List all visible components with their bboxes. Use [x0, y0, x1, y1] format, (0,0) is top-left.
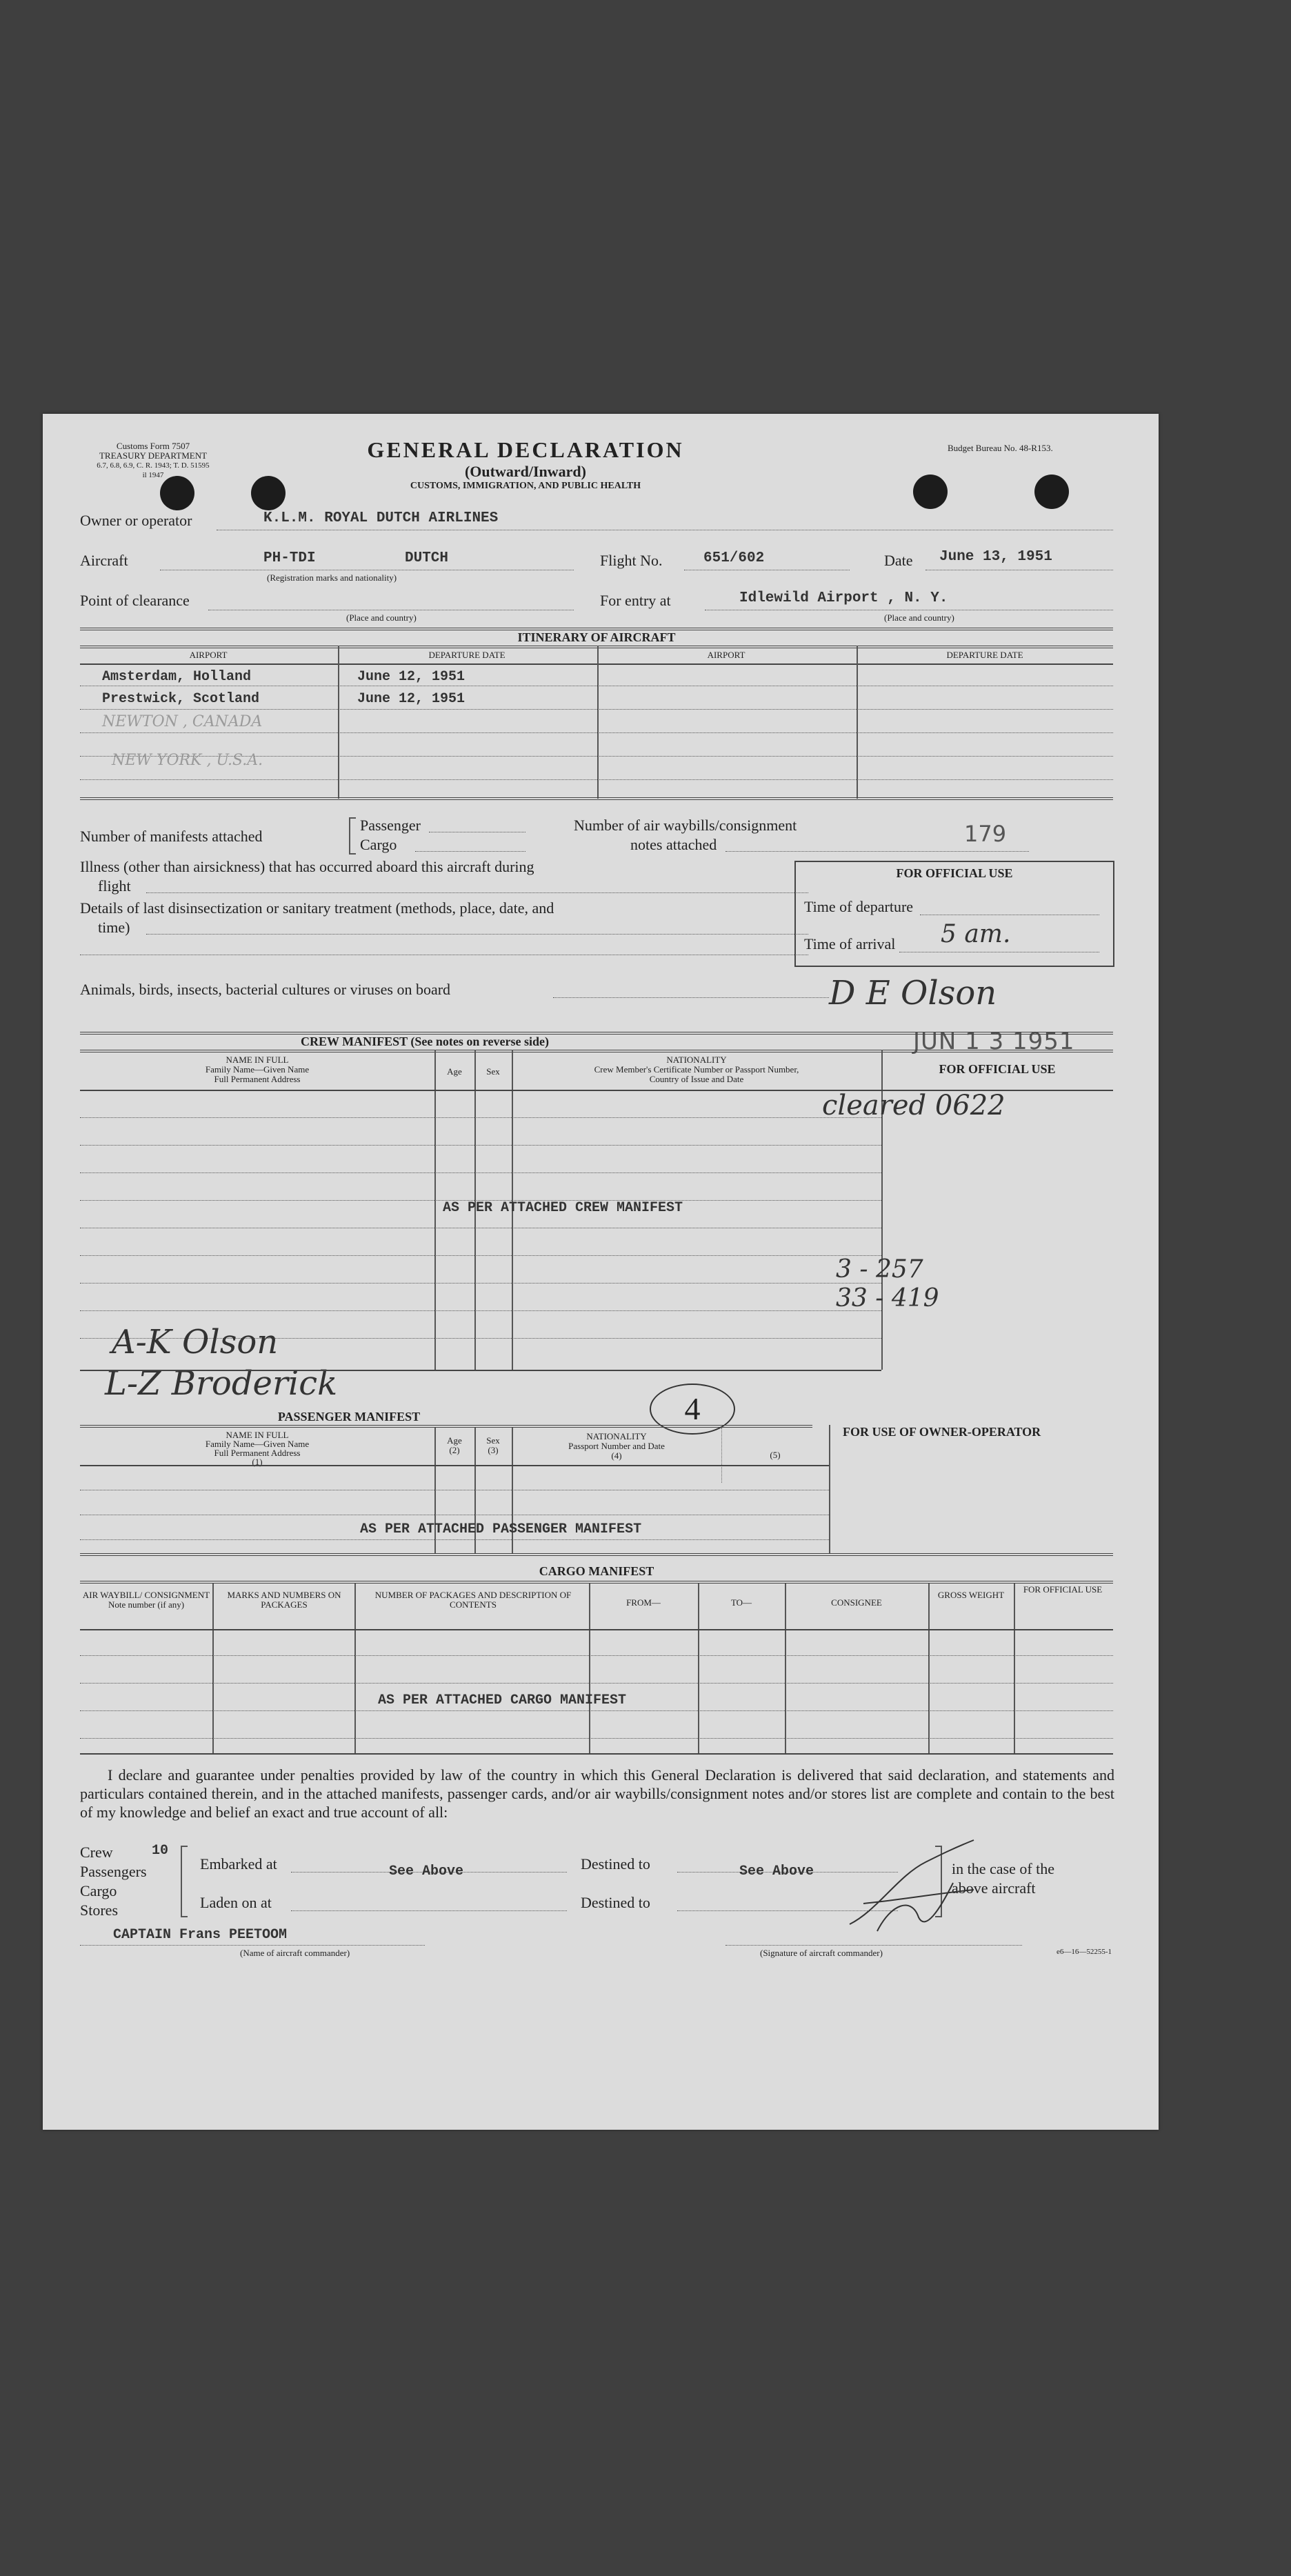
itinerary-header-date: DEPARTURE DATE — [428, 650, 506, 660]
circled-count: 4 — [650, 1384, 735, 1435]
illness-label: Illness (other than airsickness) that has occurred aboard this aircraft during — [80, 858, 534, 875]
above-aircraft-label: above aircraft — [952, 1879, 1036, 1897]
print-code: e6—16—52255-1 — [1057, 1948, 1112, 1956]
declaration-stores-label: Stores — [80, 1901, 118, 1919]
embarked-label: Embarked at — [200, 1855, 277, 1873]
crew-header-official: FOR OFFICIAL USE — [939, 1062, 1056, 1076]
itinerary-header-date-2: DEPARTURE DATE — [946, 650, 1023, 660]
passenger-header-sex — [474, 1436, 512, 1455]
crew-header-nat-3: Country of Issue and Date — [649, 1074, 744, 1084]
manifests-cargo: Cargo — [360, 836, 397, 853]
passenger-header-nat-number: (4) — [611, 1450, 622, 1461]
cargo-header-weight: GROSS WEIGHT — [937, 1590, 1005, 1600]
destined-value: See Above — [739, 1864, 814, 1879]
punch-hole — [1034, 475, 1069, 509]
declaration-form — [43, 414, 1159, 2130]
customs-form-number: Customs Form 7507 — [116, 441, 190, 451]
declaration-counts — [80, 1843, 147, 1920]
cargo-manifest-title: CARGO MANIFEST — [539, 1564, 654, 1578]
manifests-passenger: Passenger — [360, 817, 421, 834]
passenger-header-name — [80, 1430, 434, 1466]
passenger-header-name-4: (1) — [252, 1457, 263, 1467]
owner-label: Owner or operator — [80, 512, 192, 529]
waybills-label-2: notes attached — [630, 836, 717, 853]
crew-official-number-2: 33 - 419 — [836, 1284, 939, 1312]
crew-official-number-1: 3 - 257 — [836, 1255, 923, 1284]
cargo-header-to: TO— — [730, 1597, 752, 1608]
manifests-bracket — [349, 817, 356, 855]
passenger-header-name-1: NAME IN FULL — [226, 1430, 289, 1440]
embarked-value: See Above — [389, 1864, 464, 1879]
crew-header-name — [80, 1055, 434, 1084]
page-subtitle: (Outward/Inward) — [464, 463, 586, 480]
official-arrival-label: Time of arrival — [804, 935, 896, 952]
waybills-label-1: Number of air waybills/consignment — [574, 817, 797, 834]
punch-hole — [160, 476, 194, 510]
official-use-title: FOR OFFICIAL USE — [896, 866, 1013, 880]
clearance-label: Point of clearance — [80, 592, 190, 609]
date-value: June 13, 1951 — [939, 549, 1052, 565]
passenger-header-nationality — [512, 1432, 721, 1461]
passenger-header-sex-number: (3) — [488, 1445, 499, 1455]
passenger-header-age-number: (2) — [449, 1445, 460, 1455]
flight-label: Flight No. — [600, 552, 663, 569]
date-stamp: JUN 1 3 1951 — [913, 1028, 1075, 1055]
handwritten-itinerary-1: NEWTON , CANADA — [102, 713, 263, 730]
page-title: GENERAL DECLARATION — [367, 437, 684, 462]
laden-label: Laden on at — [200, 1894, 272, 1911]
crew-manifest-title: CREW MANIFEST (See notes on reverse side) — [301, 1035, 549, 1048]
agencies: CUSTOMS, IMMIGRATION, AND PUBLIC HEALTH — [410, 481, 641, 491]
form-id-block — [70, 441, 236, 480]
itinerary-airport-1: Amsterdam, Holland — [102, 669, 252, 685]
department-name: TREASURY DEPARTMENT — [99, 450, 208, 461]
declaration-passengers-label: Passengers — [80, 1863, 147, 1880]
official-signature: D E Olson — [829, 974, 997, 1012]
passenger-header-sex-label: Sex — [486, 1435, 500, 1446]
entry-label: For entry at — [600, 592, 671, 609]
budget-bureau: Budget Bureau No. 48-R153. — [948, 443, 1053, 453]
commander-name: CAPTAIN Frans PEETOOM — [113, 1927, 288, 1943]
passenger-header-age-label: Age — [447, 1435, 462, 1446]
crew-header-age: Age — [447, 1066, 462, 1077]
declaration-text: I declare and guarantee under penalties provided by law of the country in which this General Declaration is delivered that said declaration, and statements and particulars contained therein, and in the attached manifests, passenger cards, and/or air waybills/consignment notes and/or stores list are complete and contain to the best of my knowledge and belief an exact and true account of all: — [80, 1766, 1114, 1821]
punch-hole — [913, 475, 948, 509]
disinsect-label: Details of last disinsectization or sanitary treatment (methods, place, date, and — [80, 899, 554, 917]
itinerary-title: ITINERARY OF AIRCRAFT — [517, 630, 676, 644]
declaration-bracket — [181, 1846, 188, 1917]
waybills-count: 179 — [964, 821, 1007, 847]
aircraft-sublabel: (Registration marks and nationality) — [267, 572, 397, 583]
in-case-label: in the case of the — [952, 1860, 1055, 1877]
entry-value: Idlewild Airport , N. Y. — [739, 590, 948, 606]
cargo-header-from: FROM— — [626, 1597, 661, 1608]
crew-official-note: cleared 0622 — [822, 1090, 1005, 1121]
commander-signature — [836, 1835, 1001, 1938]
form-edition: il 1947 — [142, 471, 164, 479]
cargo-header-waybill: AIR WAYBILL/ CONSIGNMENT Note number (if any) — [82, 1590, 210, 1610]
crew-header-nationality — [512, 1055, 881, 1084]
crew-manifest-note: AS PER ATTACHED CREW MANIFEST — [443, 1200, 683, 1216]
passenger-header-col5: (5) — [770, 1450, 781, 1460]
crew-header-name-3: Full Permanent Address — [214, 1074, 301, 1084]
passenger-header-age — [434, 1436, 474, 1455]
itinerary-date-2: June 12, 1951 — [357, 691, 466, 707]
entry-sublabel: (Place and country) — [884, 612, 954, 623]
flight-number: 651/602 — [703, 550, 765, 566]
animals-label: Animals, birds, insects, bacterial cultures or viruses on board — [80, 981, 451, 998]
itinerary-date-1: June 12, 1951 — [357, 669, 466, 685]
punch-hole — [251, 476, 286, 510]
declaration-crew-count: 10 — [152, 1843, 169, 1859]
passenger-header-name-3: Full Permanent Address — [214, 1448, 301, 1458]
cargo-header-official: FOR OFFICIAL USE — [1023, 1584, 1103, 1595]
crew-handwritten-range-1: A-K Olson — [112, 1323, 279, 1361]
regulations: 6.7, 6.8, 6.9, C. R. 1943; T. D. 51595 — [97, 461, 210, 470]
manifests-label: Number of manifests attached — [80, 828, 263, 845]
commander-name-label: (Name of aircraft commander) — [240, 1948, 350, 1958]
itinerary-header-airport-2: AIRPORT — [707, 650, 745, 660]
passenger-header-nat-1: NATIONALITY — [586, 1431, 647, 1441]
destined-label-1: Destined to — [581, 1855, 650, 1873]
handwritten-itinerary-2: NEW YORK , U.S.A. — [112, 752, 263, 769]
clearance-sublabel: (Place and country) — [346, 612, 417, 623]
declaration-crew-label: Crew — [80, 1844, 113, 1861]
official-use-box — [794, 861, 1114, 967]
official-arrival-value: 5 am. — [941, 920, 1011, 948]
crew-handwritten-range-2: L-Z Broderick — [105, 1364, 338, 1403]
owner-value: K.L.M. ROYAL DUTCH AIRLINES — [263, 510, 499, 526]
itinerary-header-airport: AIRPORT — [189, 650, 228, 660]
aircraft-nationality: DUTCH — [405, 550, 449, 566]
date-label: Date — [884, 552, 913, 569]
crew-header-name-1: NAME IN FULL — [226, 1055, 289, 1065]
disinsect-label-2: time) — [98, 919, 130, 936]
itinerary-airport-2: Prestwick, Scotland — [102, 691, 260, 707]
cargo-header-marks: MARKS AND NUMBERS ON PACKAGES — [227, 1590, 341, 1610]
crew-header-nat-1: NATIONALITY — [666, 1055, 727, 1065]
passenger-manifest-note: AS PER ATTACHED PASSENGER MANIFEST — [360, 1521, 642, 1537]
passenger-header-nat-2: Passport Number and Date — [568, 1441, 665, 1451]
form-header — [332, 437, 719, 492]
crew-header-name-2: Family Name—Given Name — [205, 1064, 310, 1075]
passenger-manifest-title: PASSENGER MANIFEST — [277, 1410, 421, 1424]
official-departure-label: Time of departure — [804, 898, 914, 915]
crew-header-sex: Sex — [486, 1066, 500, 1077]
aircraft-registration: PH-TDI — [263, 550, 316, 566]
aircraft-label: Aircraft — [80, 552, 128, 569]
declaration-cargo-label: Cargo — [80, 1882, 117, 1899]
crew-header-nat-2: Crew Member's Certificate Number or Passport Number, — [594, 1064, 799, 1075]
owner-operator-use: FOR USE OF OWNER-OPERATOR — [843, 1425, 1041, 1439]
illness-label-2: flight — [98, 877, 131, 895]
destined-label-2: Destined to — [581, 1894, 650, 1911]
cargo-header-consignee: CONSIGNEE — [831, 1597, 882, 1608]
cargo-header-packages: NUMBER OF PACKAGES AND DESCRIPTION OF CONTENTS — [374, 1590, 572, 1610]
passenger-header-name-2: Family Name—Given Name — [205, 1439, 310, 1449]
cargo-manifest-note: AS PER ATTACHED CARGO MANIFEST — [378, 1693, 627, 1708]
signature-label: (Signature of aircraft commander) — [760, 1948, 883, 1958]
